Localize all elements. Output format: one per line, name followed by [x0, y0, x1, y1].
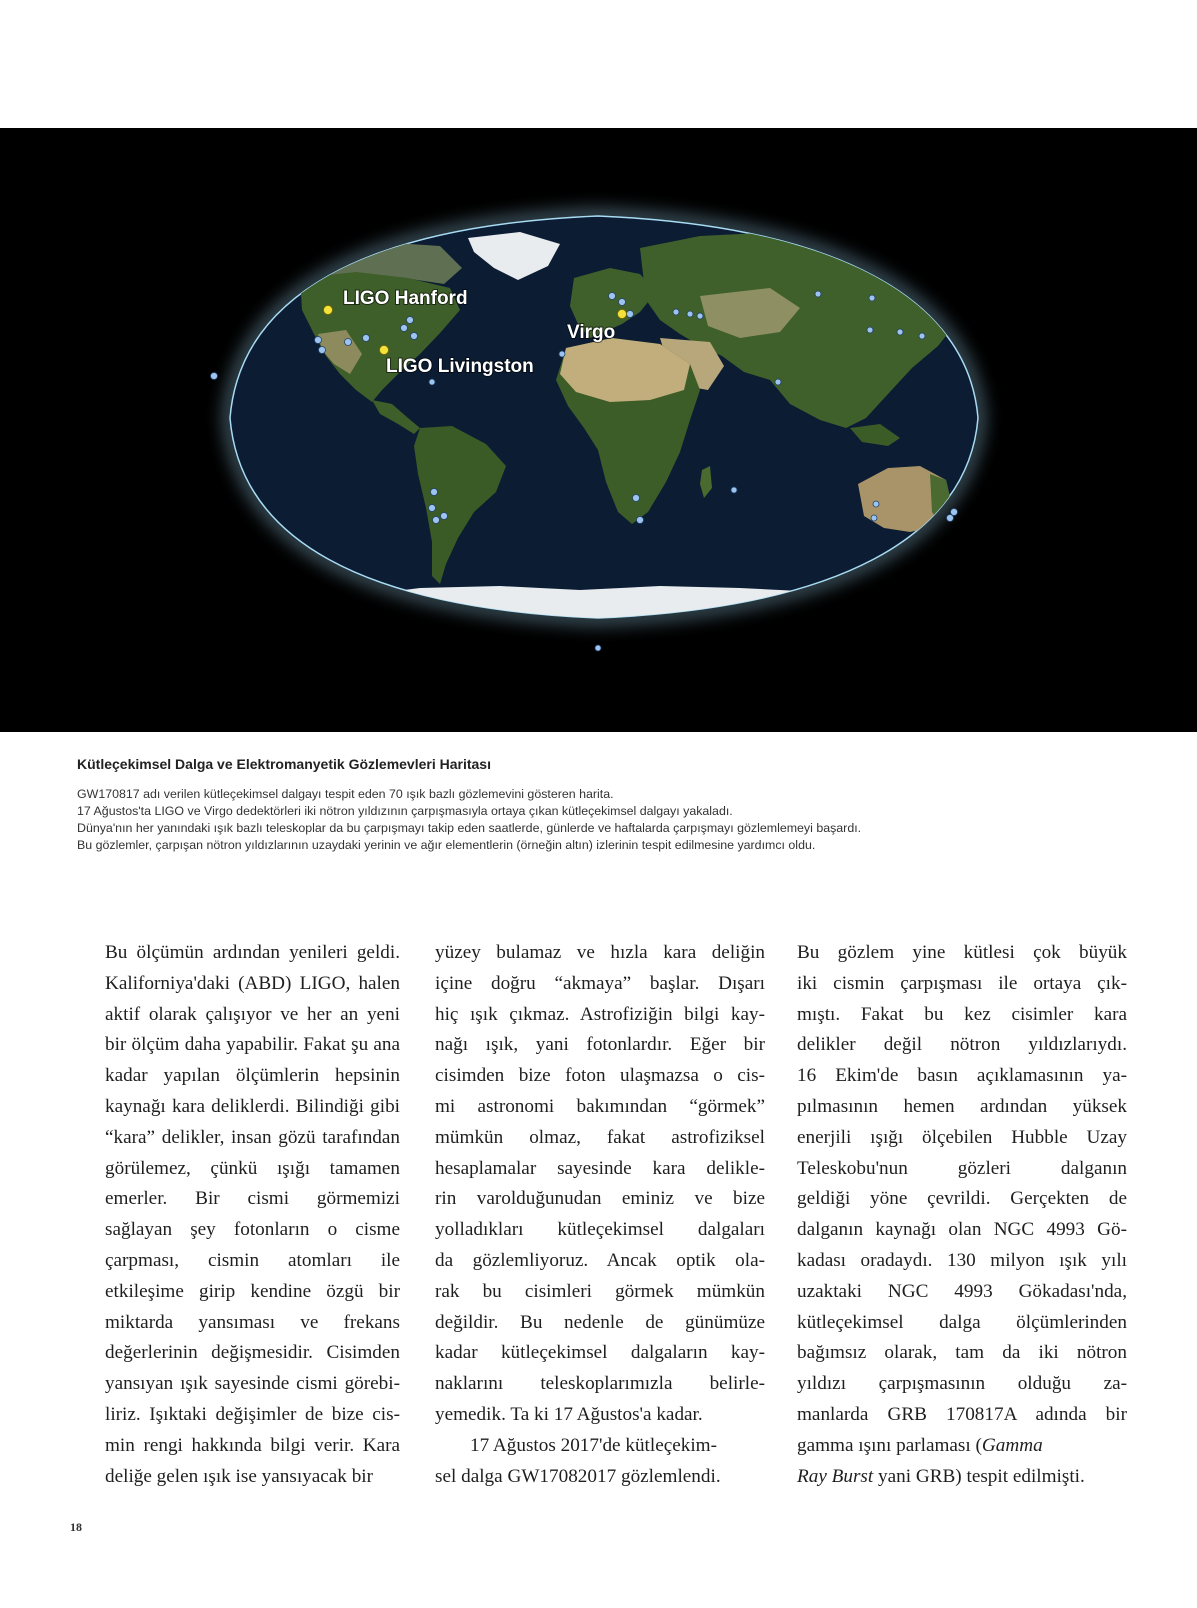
world-map [0, 128, 1197, 732]
page-number: 18 [70, 1520, 82, 1534]
caption-line: Dünya'nın her yanındaki ışık bazlı teleskoplar da bu çarpışmayı takip eden saatlerde, günlerde ve haftalarda çarpışmayı gözlemlemeyi başardı. [77, 821, 862, 835]
caption-line: Bu gözlemler, çarpışan nötron yıldızlarının uzaydaki yerinin ve ağır elementlerin (örneğin altın) izlerinin tespit edilmesine yardımcı oldu. [77, 838, 816, 852]
body-line: yüzey bulamaz ve hızla kara deliğin [435, 942, 765, 963]
telescope-marker [951, 509, 958, 516]
emphasis-text: Gamma [981, 1434, 1043, 1456]
telescope-marker [441, 513, 448, 520]
telescope-marker [345, 339, 352, 346]
telescope-marker [673, 309, 679, 315]
telescope-marker [697, 313, 703, 319]
body-line: pılmasının hemen ardından yüksek [797, 1095, 1127, 1117]
body-line: yıldızı çarpışmasının olduğu za- [797, 1373, 1127, 1395]
body-column-1 [70, 938, 400, 1492]
telescope-marker [411, 333, 418, 340]
telescope-marker [401, 325, 408, 332]
body-line: nağı ışık, yani fotonlardır. Eğer bir [435, 1034, 765, 1056]
telescope-marker [429, 379, 435, 385]
ligo-hanford-marker [324, 306, 333, 315]
virgo-label: Virgo [567, 322, 616, 343]
telescope-marker [319, 347, 326, 354]
world-map-figure [0, 128, 1197, 732]
telescope-marker [609, 293, 616, 300]
body-line: 16 Ekim'de basın açıklamasının ya- [797, 1065, 1127, 1087]
body-line: yolladıkları kütleçekimsel dalgaları [435, 1219, 765, 1241]
telescope-marker [869, 295, 875, 301]
body-line: naklarını teleskoplarımızla belirle- [435, 1373, 765, 1395]
telescope-marker [815, 291, 821, 297]
body-line: Teleskobu'nun gözleri dalganın [797, 1157, 1127, 1179]
body-line: 17 Ağustos 2017'de kütleçekim- [470, 1434, 718, 1456]
telescope-marker [211, 373, 218, 380]
body-line [797, 1431, 1127, 1462]
telescope-marker [867, 327, 873, 333]
body-line: rin varolduğunudan eminiz ve bize [435, 1188, 765, 1210]
telescope-marker [429, 505, 436, 512]
telescope-marker [871, 515, 877, 521]
body-line: hiç ışık çıkmaz. Astrofiziğin bilgi kay- [435, 1003, 765, 1025]
body-line: mümkün olmaz, fakat astrofiziksel [435, 1126, 765, 1148]
telescope-marker [897, 329, 903, 335]
new-zealand [964, 528, 974, 554]
telescope-marker [363, 335, 370, 342]
telescope-marker [633, 495, 640, 502]
body-line: mi astronomi bakımından “görmek” [435, 1095, 765, 1117]
body-line: uzaktaki NGC 4993 Gökadası'nda, [797, 1280, 1127, 1302]
caption-title: Kütleçekimsel Dalga ve Elektromanyetik Gözlemevleri Haritası [77, 756, 491, 772]
body-line: delikler değil nötron yıldızlarıydı. [797, 1034, 1127, 1056]
telescope-marker [559, 351, 565, 357]
body-line: kütleçekimsel dalga ölçümlerinden [797, 1311, 1127, 1333]
body-line: mıştı. Fakat bu kez cisimler kara [797, 1003, 1127, 1025]
body-text: yani GRB) tespit edilmişti. [873, 1465, 1085, 1487]
telescope-marker [433, 517, 440, 524]
body-line: sel dalga GW17082017 gözlemlendi. [435, 1465, 721, 1487]
body-line: hesaplamalar sayesinde kara delikle- [435, 1157, 765, 1179]
telescope-marker [775, 379, 781, 385]
telescope-marker [407, 317, 414, 324]
telescope-marker [315, 337, 322, 344]
body-line: dalganın kaynağı olan NGC 4993 Gö- [797, 1219, 1127, 1241]
telescope-marker [637, 517, 644, 524]
body-line: içine doğru “akmaya” başlar. Dışarı [435, 972, 765, 994]
body-column-2 [435, 938, 765, 1492]
body-line: bağımsız olarak, tam da iki nötron [797, 1342, 1127, 1364]
body-line: değildir. Bu nedenle de günümüze [435, 1311, 765, 1333]
telescope-marker [873, 501, 879, 507]
body-line: kadar kütleçekimsel dalgaların kay- [435, 1342, 765, 1364]
emphasis-text: Ray Burst [797, 1465, 874, 1487]
body-paragraph: Bu ölçümün ardından yenileri geldi. Kaliforniya'daki (ABD) LIGO, halen aktif olarak çalışıyor ve her an yeni bir ölçüm daha yapabilir. Fakat şu ana kadar yapılan ölçümlerin hepsinin kaynağı kara deliklerdi. Bilindiği gibi “kara” delikler, insan gözü tarafından görülemez, çünkü ışığı tamamen emerler. Bir cismi görmemizi sağlayan şey fotonların o cisme çarpması, cismin atomları ile etkileşime girip kendine özgü bir miktarda yansıması ve frekans değerlerinin değişmesidir. Cisimden yansıyan ışık sayesinde cismi görebiliriz. Işıktaki değişimler de bize cismin rengi hakkında bilgi verir. Kara deliğe gelen ışık ise yansıyacak bir [105, 942, 400, 1487]
ligo-hanford-label: LIGO Hanford [343, 288, 468, 309]
body-line: rak bu cisimleri görmek mümkün [435, 1280, 765, 1302]
body-line [797, 1462, 1127, 1493]
figure-caption [77, 756, 1137, 854]
telescope-marker [595, 645, 601, 651]
caption-line: 17 Ağustos'ta LIGO ve Virgo dedektörleri iki nötron yıldızının çarpışmasıyla ortaya çıkan kütleçekimsel dalgayı yakaladı. [77, 804, 733, 818]
body-line: cisimden bize foton ulaşmazsa o cis- [435, 1065, 765, 1087]
body-line: kadası oradaydı. 130 milyon ışık yılı [797, 1249, 1127, 1271]
telescope-marker [731, 487, 737, 493]
virgo-marker [618, 310, 627, 319]
body-line: Bu gözlem yine kütlesi çok büyük [797, 942, 1127, 963]
telescope-marker [431, 489, 438, 496]
body-line: iki cismin çarpışması ile ortaya çık- [797, 972, 1127, 994]
body-line: geldiği yöne çevrildi. Gerçekten de [797, 1188, 1127, 1210]
caption-line: GW170817 adı verilen kütleçekimsel dalgayı tespit eden 70 ışık bazlı gözlemevini gösteren harita. [77, 787, 614, 801]
telescope-marker [627, 311, 634, 318]
body-line: da gözlemliyoruz. Ancak optik ola- [435, 1249, 765, 1271]
body-text: gamma ışını parlaması ( [797, 1434, 982, 1456]
telescope-marker [687, 311, 693, 317]
body-column-3 [797, 938, 1127, 1492]
telescope-marker [919, 333, 925, 339]
ligo-livingston-label: LIGO Livingston [386, 356, 534, 377]
body-line: yemedik. Ta ki 17 Ağustos'a kadar. [435, 1403, 703, 1425]
body-line: enerjili ışığı ölçebilen Hubble Uzay [797, 1126, 1127, 1148]
ligo-livingston-marker [380, 346, 389, 355]
telescope-marker [619, 299, 626, 306]
body-line: manlarda GRB 170817A adında bir [797, 1403, 1127, 1425]
